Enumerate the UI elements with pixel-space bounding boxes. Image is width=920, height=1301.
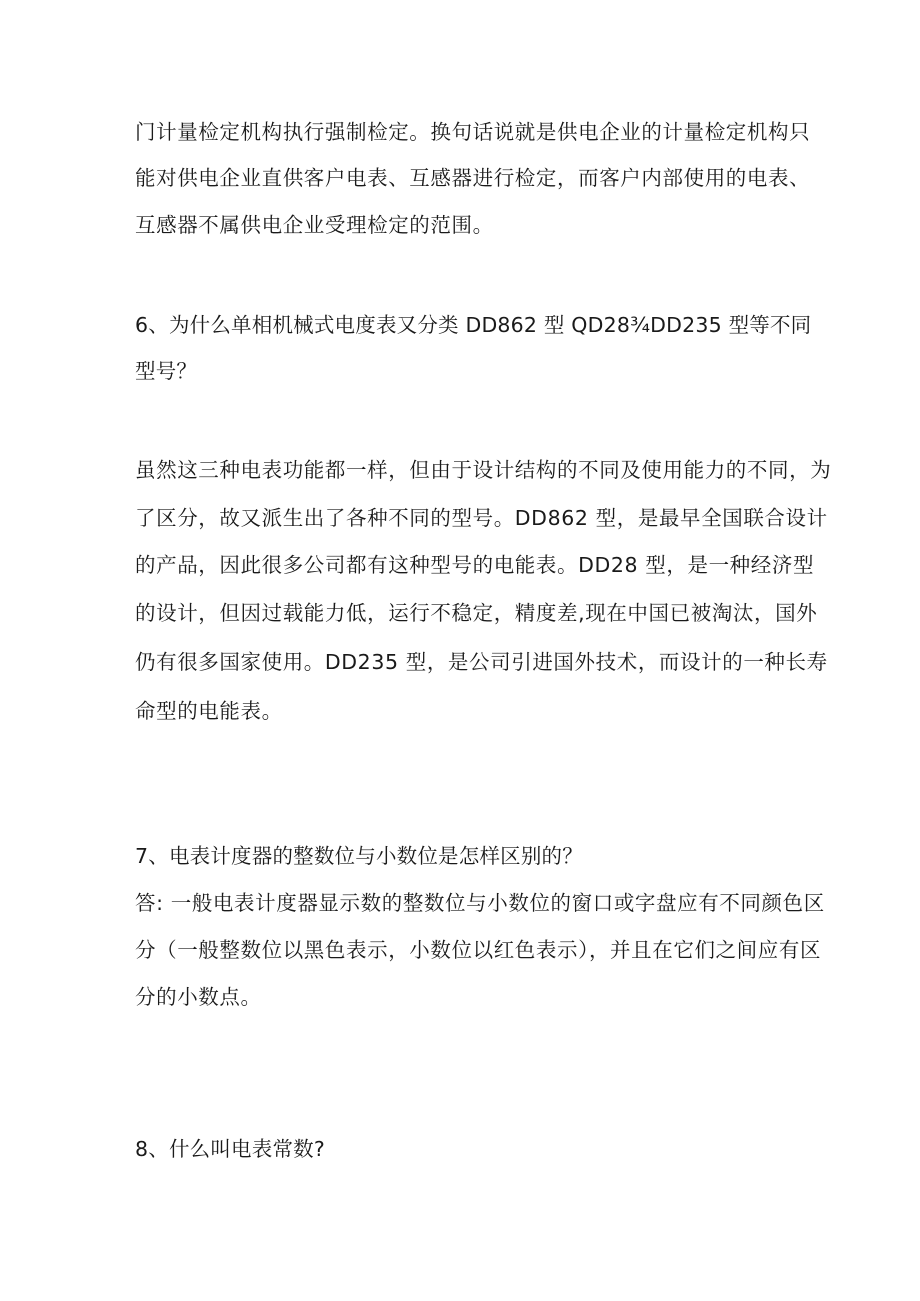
question-7: 7、电表计度器的整数位与小数位是怎样区别的？ [135,844,583,868]
answer-6-line-3: 的产品，因此很多公司都有这种型号的电能表。DD28 型，是一种经济型 [135,553,815,577]
question-8: 8、什么叫电表常数? [135,1137,325,1161]
answer-6-line-4: 的设计，但因过载能力低，运行不稳定，精度差,现在中国已被淘汰，国外 [135,601,818,625]
answer-6-line-1: 虽然这三种电表功能都一样，但由于设计结构的不同及使用能力的不同，为 [135,458,832,482]
intro-line-2: 能对供电企业直供客户电表、互感器进行检定，而客户内部使用的电表、 [135,166,811,190]
answer-6-line-6: 命型的电能表。 [135,699,283,723]
intro-line-3: 互感器不属供电企业受理检定的范围。 [135,213,494,237]
question-6-line-2: 型号？ [135,359,198,383]
answer-6-line-5: 仍有很多国家使用。DD235 型，是公司引进国外技术，而设计的一种长寿 [135,650,828,674]
answer-7-line-1: 答: 一般电表计度器显示数的整数位与小数位的窗口或字盘应有不同颜色区 [135,891,825,915]
answer-6-line-2: 了区分，故又派生出了各种不同的型号。DD862 型，是最早全国联合设计 [135,506,828,530]
answer-7-line-2: 分（一般整数位以黑色表示，小数位以红色表示），并且在它们之间应有区 [135,938,822,962]
answer-7-line-3: 分的小数点。 [135,985,262,1009]
question-6-line-1: 6、为什么单相机械式电度表又分类 DD862 型 QD28¾DD235 型等不同 [135,313,812,337]
intro-line-1: 门计量检定机构执行强制检定。换句话说就是供电企业的计量检定机构只 [135,120,811,144]
